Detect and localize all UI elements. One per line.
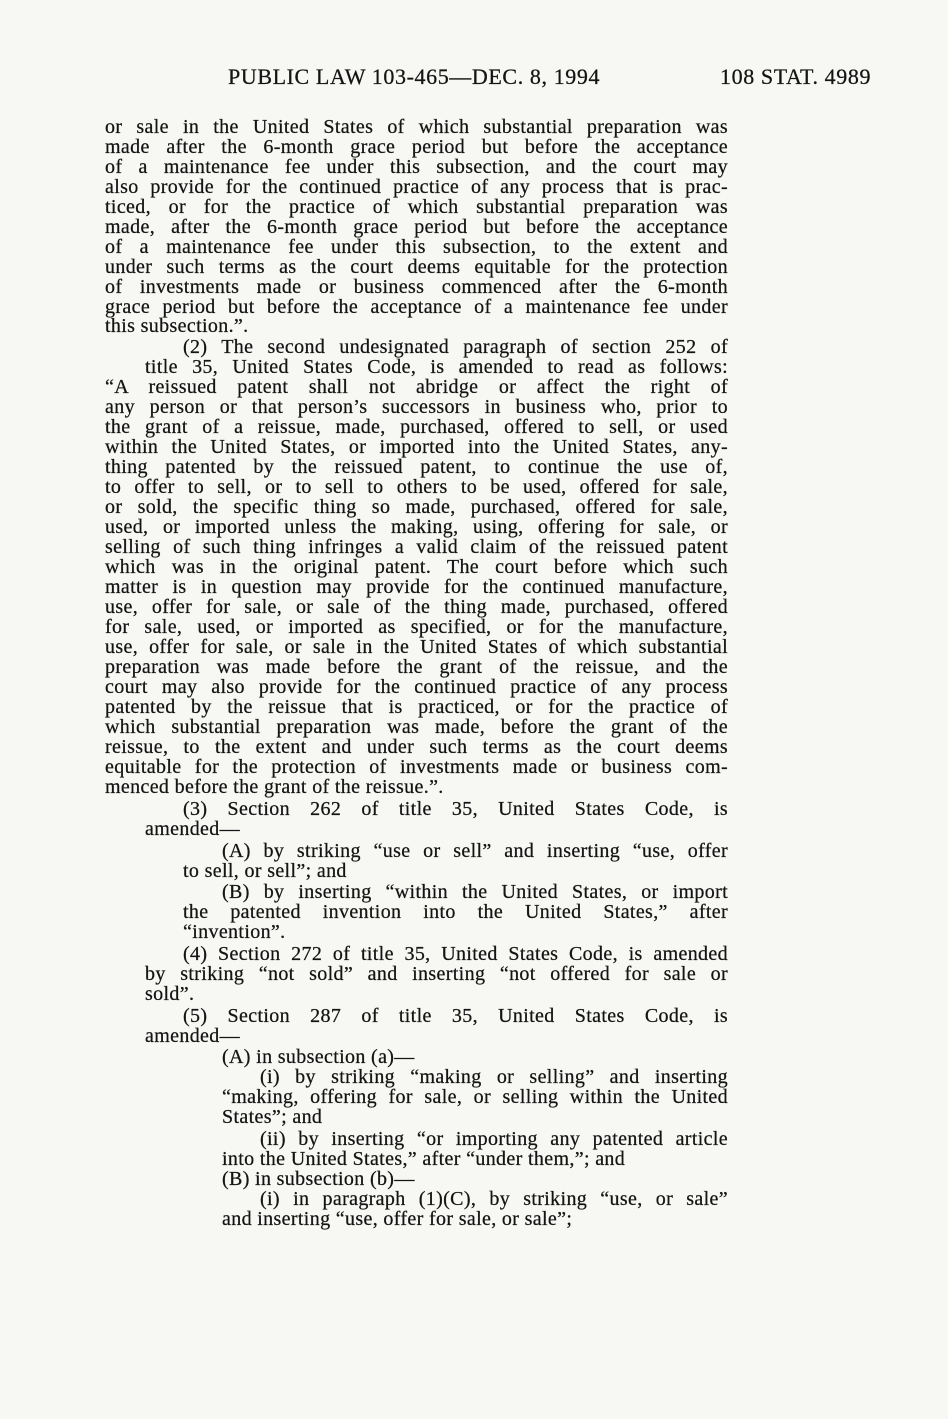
subparagraph-heading: (B) in subsection (b)—	[222, 1168, 415, 1190]
amendment-line: title 35, United States Code, is amended to read as follows:	[145, 356, 728, 378]
quoted-line: used, or imported unless the making, using, offering for sale, or	[105, 516, 728, 538]
quoted-line: “A reissued patent shall not abridge or affect the right of	[105, 376, 728, 398]
quoted-line: equitable for the protection of investments made or business com-	[105, 756, 728, 778]
text-line: (A) by striking “use or sell” and inserting “use, offer	[222, 840, 728, 862]
text-line: amended—	[145, 1025, 240, 1047]
text-line: (B) by inserting “within the United States, or import	[222, 881, 728, 903]
quoted-line: thing patented by the reissued patent, to continue the use of,	[105, 456, 728, 478]
text-line: States”; and	[222, 1106, 323, 1128]
text-line: (i) by striking “making or selling” and inserting	[260, 1066, 728, 1088]
text-line: of a maintenance fee under this subsection, and the court may	[105, 156, 728, 178]
text-line: amended—	[145, 818, 240, 840]
text-line: sold”.	[145, 983, 195, 1005]
quoted-line: reissue, to the extent and under such terms as the court deems	[105, 736, 728, 758]
quoted-line: or sold, the specific thing so made, purchased, offered for sale,	[105, 496, 728, 518]
text-line: (5) Section 287 of title 35, United States Code, is	[183, 1005, 728, 1027]
text-line: ticed, or for the practice of which substantial preparation was	[105, 196, 728, 218]
amendment-line: (2) The second undesignated paragraph of section 252 of	[183, 336, 728, 358]
text-line: (ii) by inserting “or importing any patented article	[260, 1128, 728, 1150]
text-line: this subsection.”.	[105, 315, 249, 337]
running-head-publication: PUBLIC LAW 103-465—DEC. 8, 1994	[228, 64, 601, 89]
quoted-line: use, offer for sale, or sale in the United States of which substantial	[105, 636, 728, 658]
quoted-line: any person or that person’s successors in business who, prior to	[105, 396, 728, 418]
text-line: or sale in the United States of which substantial preparation was	[105, 116, 728, 138]
text-line: also provide for the continued practice of any process that is prac-	[105, 176, 728, 198]
quoted-line: use, offer for sale, or sale of the thing made, purchased, offered	[105, 596, 728, 618]
text-line: (3) Section 262 of title 35, United States Code, is	[183, 798, 728, 820]
quoted-line: preparation was made before the grant of the reissue, and the	[105, 656, 728, 678]
quoted-line: the grant of a reissue, made, purchased, offered to sell, or used	[105, 416, 728, 438]
quoted-line: which substantial preparation was made, before the grant of the	[105, 716, 728, 738]
text-line: and inserting “use, offer for sale, or sale”;	[222, 1208, 573, 1230]
quoted-line: patented by the reissue that is practiced, or for the practice of	[105, 696, 728, 718]
text-line: made, after the 6-month grace period but before the acceptance	[105, 216, 728, 238]
text-line: made after the 6-month grace period but before the acceptance	[105, 136, 728, 158]
subparagraph-heading: (A) in subsection (a)—	[222, 1046, 415, 1068]
quoted-line: matter is in question may provide for the continued manufacture,	[105, 576, 728, 598]
quoted-line: to offer to sell, or to sell to others to be used, offered for sale,	[105, 476, 728, 498]
text-line: “invention”.	[183, 921, 286, 943]
text-line: grace period but before the acceptance of a maintenance fee under	[105, 296, 728, 318]
text-line: (4) Section 272 of title 35, United States Code, is amended	[183, 943, 728, 965]
text-line: under such terms as the court deems equitable for the protection	[105, 256, 728, 278]
text-line: by striking “not sold” and inserting “not offered for sale or	[145, 963, 728, 985]
quoted-line: menced before the grant of the reissue.”.	[105, 776, 444, 798]
text-line: of a maintenance fee under this subsection, to the extent and	[105, 236, 728, 258]
text-line: (i) in paragraph (1)(C), by striking “use, or sale”	[260, 1188, 728, 1210]
text-line: to sell, or sell”; and	[183, 860, 347, 882]
quoted-line: selling of such thing infringes a valid claim of the reissued patent	[105, 536, 728, 558]
text-line: into the United States,” after “under them,”; and	[222, 1148, 626, 1170]
text-line: the patented invention into the United States,” after	[183, 901, 728, 923]
running-head-statute-page: 108 STAT. 4989	[720, 64, 872, 89]
text-line: “making, offering for sale, or selling within the United	[222, 1086, 728, 1108]
quoted-line: within the United States, or imported into the United States, any-	[105, 436, 728, 458]
quoted-line: for sale, used, or imported as specified, or for the manufacture,	[105, 616, 728, 638]
quoted-line: which was in the original patent. The court before which such	[105, 556, 728, 578]
quoted-line: court may also provide for the continued practice of any process	[105, 676, 728, 698]
text-line: of investments made or business commenced after the 6-month	[105, 276, 728, 298]
